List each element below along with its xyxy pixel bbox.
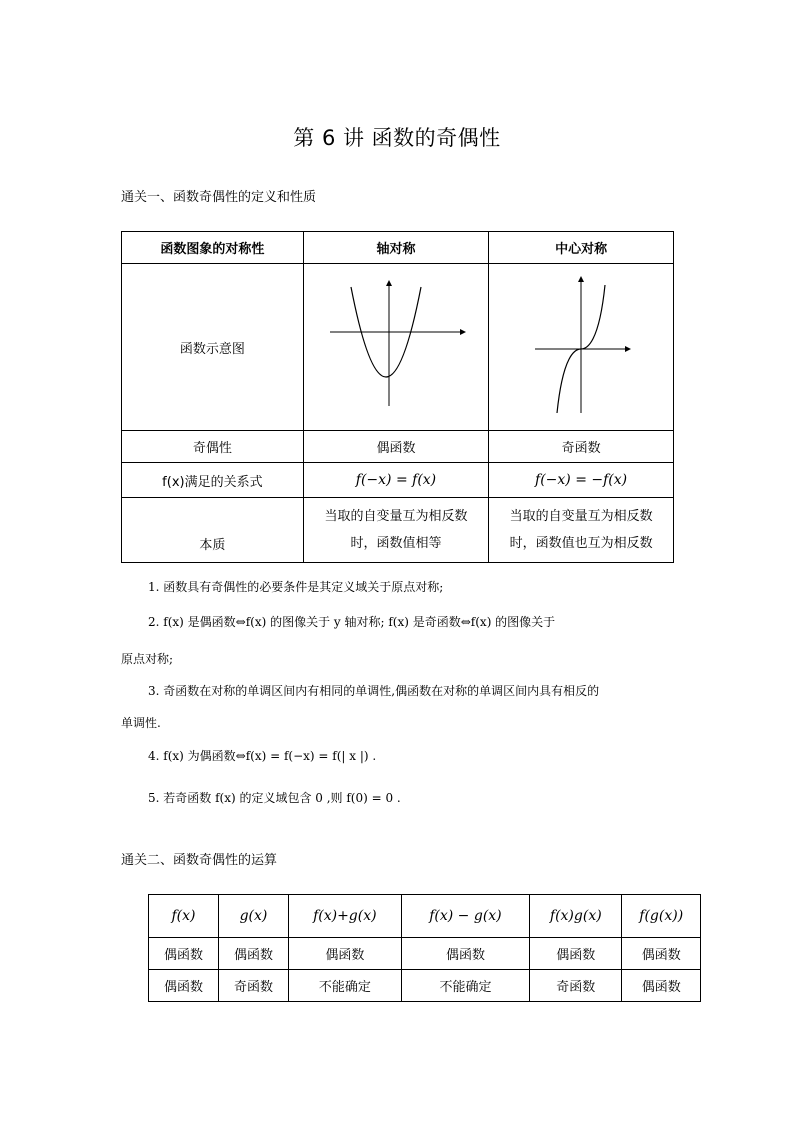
col-header-product: f(x)g(x) [530,895,622,938]
table-cell: 偶函数 [149,938,219,970]
table-cell: 偶函数 [622,938,701,970]
note-3-line1: 3. 奇函数在对称的单调区间内有相同的单调性,偶函数在对称的单调区间内具有相反的 [148,684,600,698]
table-cell: 偶函数 [401,938,529,970]
col-header-composition: f(g(x)) [622,895,701,938]
cubic-graph [531,275,631,415]
y-axis-arrow [578,276,584,282]
x-axis-arrow [460,329,466,335]
section-heading-definition: 通关一、函数奇偶性的定义和性质 [121,190,317,205]
section-heading-operations: 通关二、函数奇偶性的运算 [121,853,278,868]
note-3-line2: 单调性. [121,716,161,730]
essence-center-cell [489,498,674,563]
essence-axis-line2: 时，函数值相等 [350,536,442,551]
col-header-sum: f(x)+g(x) [288,895,401,938]
page-title: 第 6 讲 函数的奇偶性 [293,126,501,150]
parabola-graph [326,280,466,410]
header-axis-symmetry: 轴对称 [303,232,488,264]
relation-center-formula: f(−x) = −f(x) [489,463,674,498]
col-header-difference: f(x) − g(x) [401,895,529,938]
x-axis-arrow [625,346,631,352]
table-cell: 不能确定 [401,970,529,1002]
header-center-symmetry: 中心对称 [489,232,674,264]
essence-center-line2: 时，函数值也互为相反数 [509,536,653,551]
parity-axis-value: 偶函数 [303,431,488,463]
parity-operations-table [148,894,701,1002]
essence-center-line1: 当取的自变量互为相反数 [509,509,653,524]
table-cell: 偶函数 [530,938,622,970]
parity-label: 奇偶性 [122,431,304,463]
essence-axis-line1: 当取的自变量互为相反数 [324,509,468,524]
table-cell: 奇函数 [218,970,288,1002]
table-cell: 偶函数 [149,970,219,1002]
essence-axis-cell [303,498,488,563]
table-row [149,970,701,1002]
col-header-gx: g(x) [218,895,288,938]
note-2-line1: 2. f(x) 是偶函数⇔f(x) 的图像关于 y 轴对称; f(x) 是奇函数⇔f(x) 的图像关于 [148,615,556,629]
note-5: 5. 若奇函数 f(x) 的定义域包含 0 ,则 f(0) = 0 . [148,791,401,805]
symmetry-table [121,231,674,563]
relation-label: f(x)满足的关系式 [122,463,304,498]
table-cell: 偶函数 [288,938,401,970]
note-4: 4. f(x) 为偶函数⇔f(x) = f(−x) = f(| x |) . [148,749,377,763]
note-1: 1. 函数具有奇偶性的必要条件是其定义域关于原点对称; [148,580,444,594]
essence-label: 本质 [122,498,304,563]
header-symmetry: 函数图象的对称性 [122,232,304,264]
table-row [149,938,701,970]
table-cell: 不能确定 [288,970,401,1002]
odd-function-diagram-cell [489,264,674,431]
col-header-fx: f(x) [149,895,219,938]
table-cell: 奇函数 [530,970,622,1002]
note-2-line2: 原点对称; [121,652,174,666]
relation-axis-formula: f(−x) = f(x) [303,463,488,498]
parity-center-value: 奇函数 [489,431,674,463]
even-function-diagram-cell [303,264,488,431]
table-cell: 偶函数 [622,970,701,1002]
diagram-label: 函数示意图 [122,264,304,431]
table-cell: 偶函数 [218,938,288,970]
y-axis-arrow [386,280,392,286]
